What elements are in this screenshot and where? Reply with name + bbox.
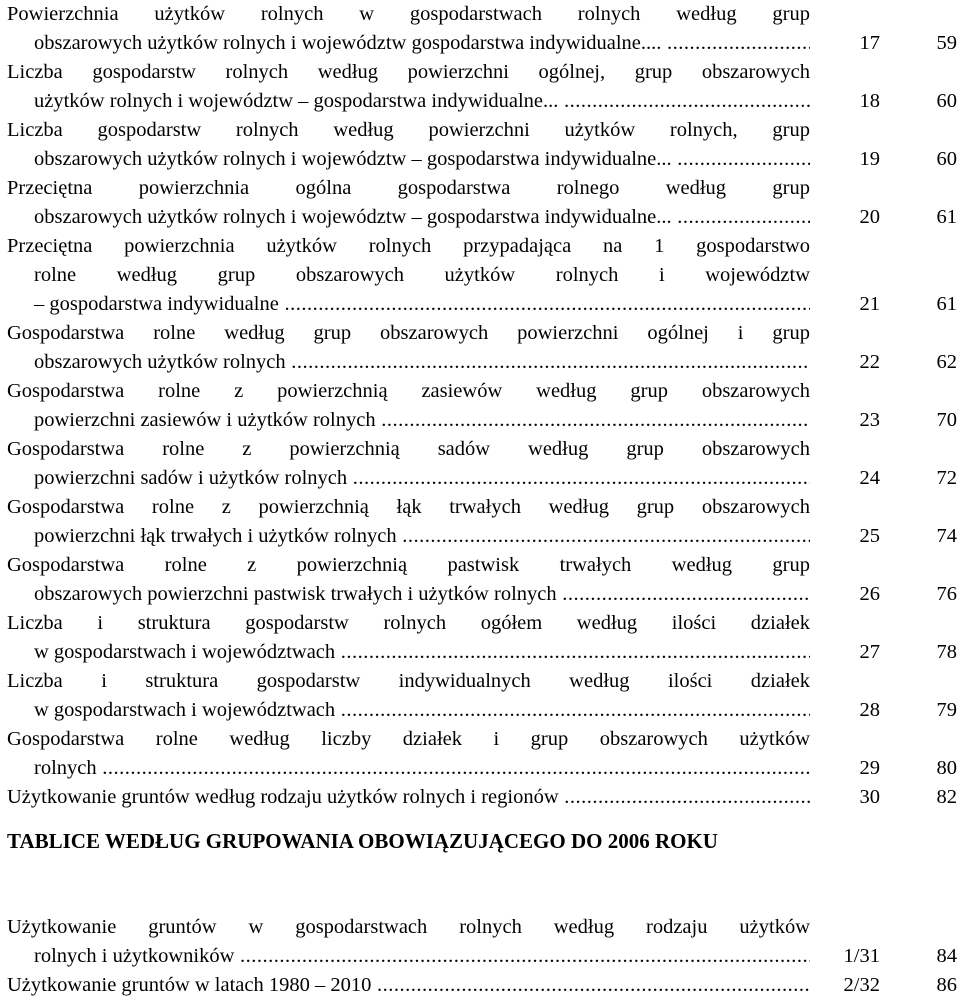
page-number: 78	[936, 641, 957, 663]
page-number: 60	[936, 148, 957, 170]
toc-entry-line: Liczba gospodarstw rolnych według powierzchni użytków rolnych, grup	[7, 119, 810, 141]
page-number: 72	[936, 467, 957, 489]
section-heading: TABLICE WEDŁUG GRUPOWANIA OBOWIĄZUJĄCEGO DO 2006 ROKU	[7, 829, 718, 853]
page-number: 59	[936, 32, 957, 54]
page-number: 84	[936, 945, 957, 967]
toc-entry-line: Powierzchnia użytków rolnych w gospodarstwach rolnych według grup	[7, 3, 810, 25]
page-number: 62	[936, 351, 957, 373]
toc-entry-line: Użytkowanie gruntów w gospodarstwach rolnych według rodzaju użytków	[7, 916, 810, 938]
page-number: 61	[936, 293, 957, 315]
toc-entry-line: w gospodarstwach i województwach .....	[34, 638, 810, 667]
page-number: 76	[936, 583, 957, 605]
toc-entry-line: Gospodarstwa rolne z powierzchnią sadów według grup obszarowych	[7, 438, 810, 460]
table-number: 23	[859, 409, 880, 431]
toc-entry-line: rolnych .....	[34, 754, 810, 783]
toc-entry-line: Liczba gospodarstw rolnych według powierzchni ogólnej, grup obszarowych	[7, 61, 810, 83]
table-number: 26	[859, 583, 880, 605]
table-number: 24	[859, 467, 880, 489]
table-number: 30	[859, 786, 880, 808]
table-number: 28	[859, 699, 880, 721]
toc-entry-line: Gospodarstwa rolne z powierzchnią zasiewów według grup obszarowych	[7, 380, 810, 402]
toc-entry-line: powierzchni sadów i użytków rolnych .....	[34, 464, 810, 493]
toc-entry-line: Użytkowanie gruntów według rodzaju użytków rolnych i regionów .....	[7, 783, 810, 812]
table-number: 17	[859, 32, 880, 54]
toc-entry-line: Przeciętna powierzchnia ogólna gospodarstwa rolnego według grup	[7, 177, 810, 199]
table-number: 20	[859, 206, 880, 228]
toc-entry-line: rolne według grup obszarowych użytków rolnych i województw	[34, 264, 810, 286]
page-number: 86	[936, 974, 957, 996]
table-number: 21	[859, 293, 880, 315]
toc-entry-line: Gospodarstwa rolne z powierzchnią pastwisk trwałych według grup	[7, 554, 810, 576]
table-number: 18	[859, 90, 880, 112]
toc-entry-line: obszarowych powierzchni pastwisk trwałych i użytków rolnych .....	[34, 580, 810, 609]
table-number: 22	[859, 351, 880, 373]
page-number: 70	[936, 409, 957, 431]
toc-entry-line: – gospodarstwa indywidualne .....	[34, 290, 810, 319]
toc-entry-line: Gospodarstwa rolne według liczby działek i grup obszarowych użytków	[7, 728, 810, 750]
toc-entry-line: powierzchni łąk trwałych i użytków rolnych .....	[34, 522, 810, 551]
toc-entry-line: rolnych i użytkowników .....	[34, 942, 810, 971]
toc-entry-line: użytków rolnych i województw – gospodarstwa indywidualne... .....	[34, 87, 810, 116]
toc-entry-line: Liczba i struktura gospodarstw rolnych ogółem według ilości działek	[7, 612, 810, 634]
toc-entry-line: obszarowych użytków rolnych i województw gospodarstwa indywidualne.... .....	[34, 29, 810, 58]
toc-entry-line: Przeciętna powierzchnia użytków rolnych przypadająca na 1 gospodarstwo	[7, 235, 810, 257]
table-number: 19	[859, 148, 880, 170]
page-number: 82	[936, 786, 957, 808]
page-number: 79	[936, 699, 957, 721]
table-number: 1/31	[843, 945, 880, 967]
toc-entry-line: obszarowych użytków rolnych i województw – gospodarstwa indywidualne... .....	[34, 203, 810, 232]
toc-entry-line: powierzchni zasiewów i użytków rolnych .....	[34, 406, 810, 435]
page-number: 80	[936, 757, 957, 779]
toc-entry-line: Gospodarstwa rolne z powierzchnią łąk trwałych według grup obszarowych	[7, 496, 810, 518]
table-number: 29	[859, 757, 880, 779]
table-number: 27	[859, 641, 880, 663]
table-number: 25	[859, 525, 880, 547]
page-number: 74	[936, 525, 957, 547]
toc-entry-line: obszarowych użytków rolnych i województw – gospodarstwa indywidualne... .....	[34, 145, 810, 174]
table-number: 2/32	[843, 974, 880, 996]
toc-entry-line: obszarowych użytków rolnych .....	[34, 348, 810, 377]
toc-entry-line: Użytkowanie gruntów w latach 1980 – 2010 .....	[7, 971, 810, 1000]
toc-entry-line: Gospodarstwa rolne według grup obszarowych powierzchni ogólnej i grup	[7, 322, 810, 344]
toc-entry-line: Liczba i struktura gospodarstw indywidualnych według ilości działek	[7, 670, 810, 692]
page-number: 60	[936, 90, 957, 112]
page-number: 61	[936, 206, 957, 228]
toc-entry-line: w gospodarstwach i województwach .....	[34, 696, 810, 725]
